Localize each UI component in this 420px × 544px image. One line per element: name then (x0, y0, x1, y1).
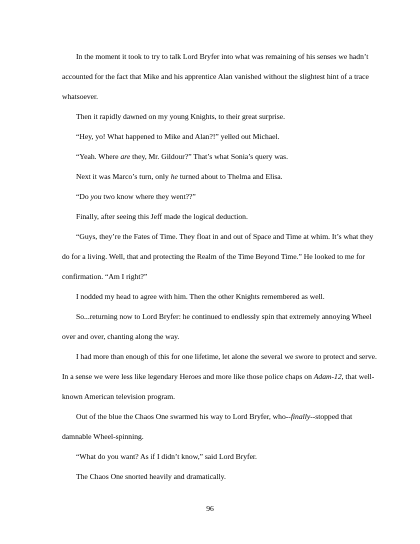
paragraph (62, 447, 378, 467)
paragraph (62, 127, 378, 147)
paragraph (62, 147, 378, 167)
paragraph (62, 227, 378, 287)
paragraph (62, 207, 378, 227)
text-run: they, Mr. Gildour?” That’s what Sonia’s query was. (130, 152, 289, 161)
text-run: “Guys, they’re the Fates of Time. They float in and out of Space and Time at whim. It’s what they do for a living. Well, that and protecting the Realm of the Time Beyond Time.” He looked to me for confirmation. “Am I right?” (62, 232, 374, 281)
text-run: two know where they went??” (101, 192, 196, 201)
text-run: --stopped that damnable Wheel-spinning. (62, 412, 353, 441)
italic-text: he (170, 172, 178, 181)
paragraph (62, 107, 378, 127)
italic-text: Adam-12 (313, 372, 342, 381)
paragraph (62, 307, 378, 347)
italic-text: are (120, 152, 131, 161)
paragraph (62, 287, 378, 307)
paragraph (62, 167, 378, 187)
text-run: turned about to Thelma and Elisa. (177, 172, 283, 181)
text-run: In the moment it took to try to talk Lord Bryfer into what was remaining of his senses we hadn’t accounted for the fact that Mike and his apprentice Alan vanished without the slightest hint of a trace whatsoever. (62, 52, 369, 101)
text-run: “Yeah. Where (76, 152, 121, 161)
text-run: Finally, after seeing this Jeff made the logical deduction. (76, 212, 248, 221)
text-run: So...returning now to Lord Bryfer: he continued to endlessly spin that extremely annoying Wheel over and over, chanting along the way. (62, 312, 372, 341)
text-run: I had more than enough of this for one lifetime, let alone the several we swore to protect and serve. In a sense we were less like legendary Heroes and more like those police chaps on (62, 352, 377, 381)
italic-text: you (90, 192, 102, 201)
text-run: Then it rapidly dawned on my young Knights, to their great surprise. (76, 112, 285, 121)
paragraph (62, 187, 378, 207)
text-run: The Chaos One snorted heavily and dramatically. (76, 472, 226, 481)
paragraph (62, 347, 378, 407)
text-run: “Hey, yo! What happened to Mike and Alan?!” yelled out Michael. (76, 132, 280, 141)
text-run: I nodded my head to agree with him. Then the other Knights remembered as well. (76, 292, 325, 301)
page-body-text (62, 47, 378, 487)
paragraph (62, 407, 378, 447)
text-run: , that well-known American television program. (62, 372, 375, 401)
text-run: Next it was Marco’s turn, only (76, 172, 171, 181)
paragraph (62, 467, 378, 487)
text-run: “What do you want? As if I didn’t know,” said Lord Bryfer. (76, 452, 257, 461)
text-run: “Do (76, 192, 91, 201)
text-run: Out of the blue the Chaos One swarmed his way to Lord Bryfer, who-- (76, 412, 291, 421)
page-number: 96 (206, 504, 214, 513)
italic-text: finally (290, 412, 311, 421)
paragraph (62, 47, 378, 107)
